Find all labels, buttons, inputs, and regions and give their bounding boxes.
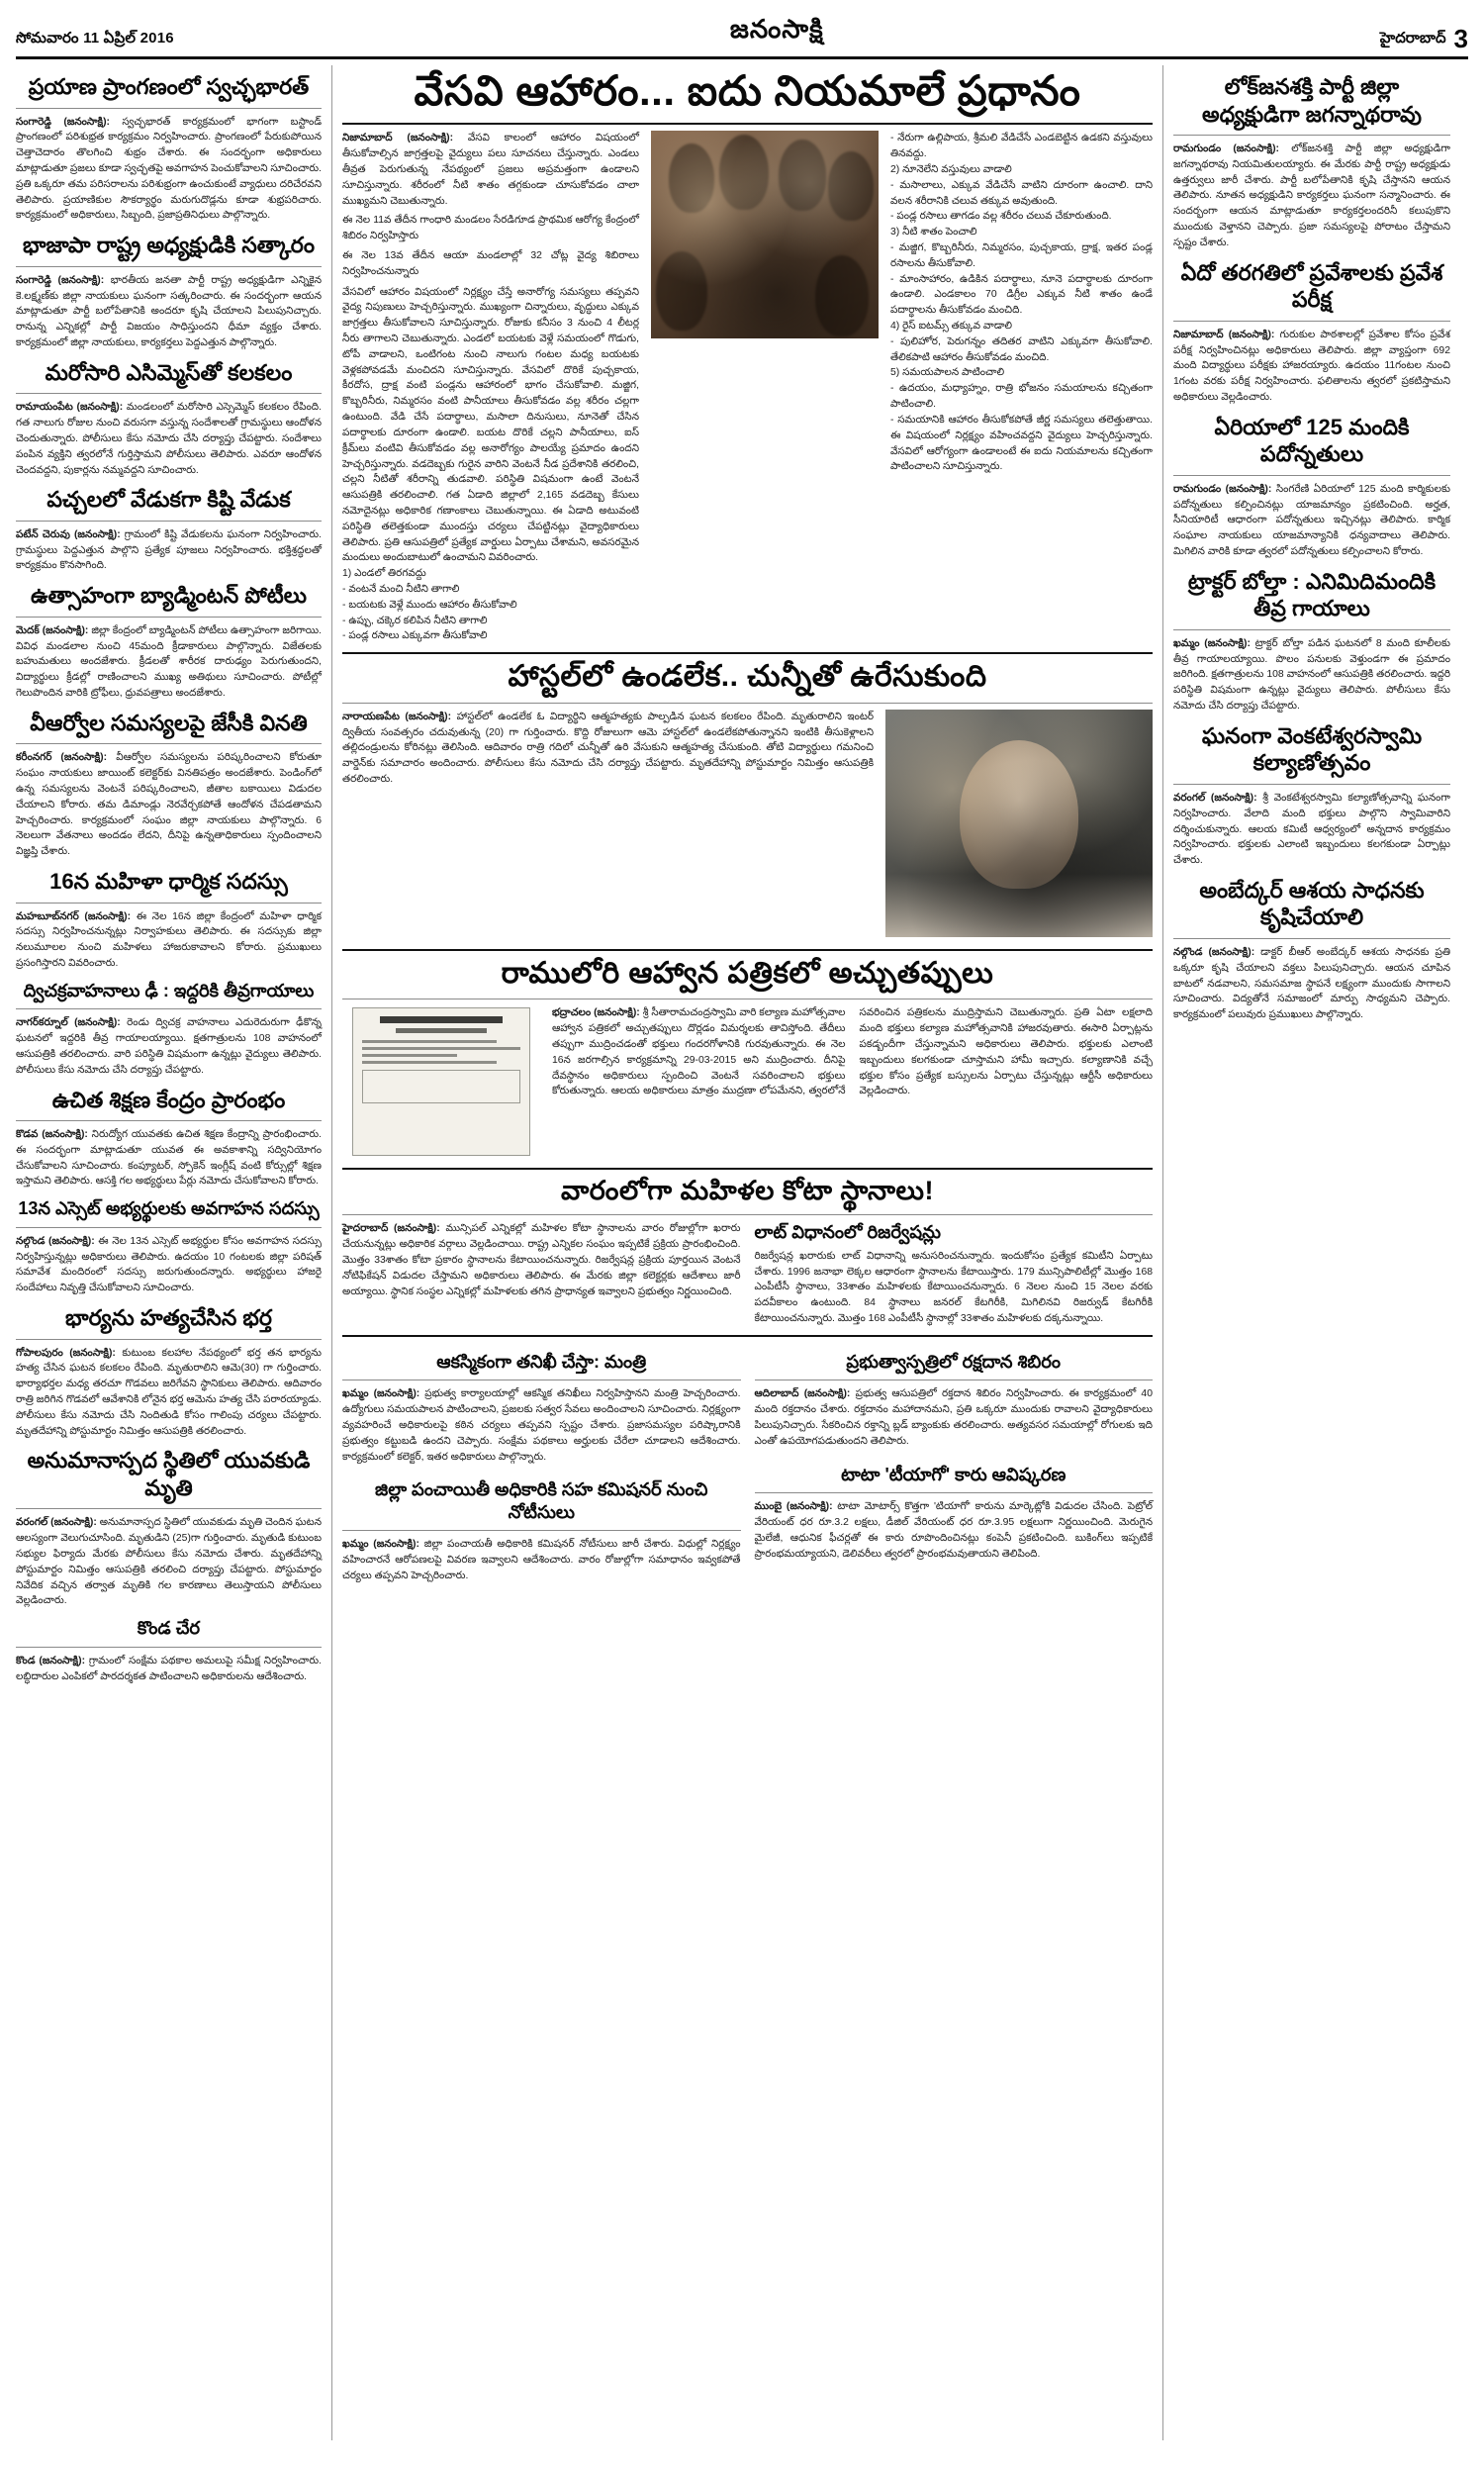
divider <box>16 1339 322 1340</box>
dateline: రామగుండం (జనంసాక్షి): <box>1173 143 1280 154</box>
article-minister-inspection <box>342 1343 741 1584</box>
divider <box>1173 135 1450 136</box>
divider <box>342 949 1153 951</box>
divider <box>16 1508 322 1509</box>
scan-text-line <box>362 1040 497 1043</box>
article-body <box>16 400 322 478</box>
photo-dinner-table <box>651 131 879 338</box>
article-headline: జిల్లా పంచాయితీ అధికారికి సహ కమిషనర్ నుంచి నోటీసులు <box>375 1479 708 1522</box>
article-headline: ప్రయాణ ప్రాంగణంలో స్వచ్ఛభారత్ <box>28 74 310 99</box>
article-headline: పచ్చలలో వేడుకగా కిష్టి వేడుక <box>46 487 291 513</box>
dateline: ముంబై (జనంసాక్షి): <box>754 1501 833 1513</box>
article-body <box>16 1515 322 1609</box>
article-kishti-festival <box>16 486 322 574</box>
dateline: నల్గొండ (జనంసాక్షి): <box>1173 946 1255 958</box>
article-body <box>1173 791 1450 869</box>
article-body <box>16 1654 322 1685</box>
main-bullet-1: ఈ నెల 11వ తేదీన గాంధారి మండలం సేరడిగూడ ప్రాథమిక ఆరోగ్య కేంద్రంలో శిబిరం నిర్వహిస్తారు <box>342 215 639 242</box>
dateline: ఆదిలాబాద్ (జనంసాక్షి): <box>754 1388 851 1400</box>
photo-lighting <box>651 131 879 338</box>
article-eset-awareness <box>16 1197 322 1296</box>
article-suspicious-death <box>16 1447 322 1609</box>
divider <box>342 1168 1153 1170</box>
article-body <box>16 273 322 351</box>
main-numbered-0: 1) ఎండలో తిరగవద్దు <box>342 568 426 580</box>
article-badminton <box>16 582 322 702</box>
lead-text: వేసవి కాలంలో ఆహారం విషయంలో తీసుకోవాల్సిన జాగ్రత్తలపై వైద్యులు పలు సూచనలు చేస్తున్నారు. ఎండలు తీవ్రత పెరుగుతున్న నేపథ్యంలో ప్రజలు అప్రమత్తంగా ఉండాలని సూచిస్తున్నారు. శరీరంలో నీటి శాతం తగ్గకుండా చూసుకోవడం చాలా ముఖ్యమని చెబుతున్నారు. <box>342 133 640 207</box>
article-text: వీఆర్వోల సమస్యలను పరిష్కరించాలని కోరుతూ సంఘం నాయకులు జాయింట్ కలెక్టర్‌కు వినతిపత్రం అందజేశారు. పెండింగ్‌లో ఉన్న సమస్యలను వెంటనే పరిష్కరించాలని, జీతాల బకాయిలు విడుదల చేయాలని కోరారు. తమ డిమాండ్లు నెరవేర్చకపోతే ఆందోళన చేపడతామని హెచ్చరించారు. కార్యక్రమంలో సంఘం జిల్లా నాయకులు పాల్గొన్నారు. 6 నెలలుగా వేతనాలు అందడం లేదని, దీనిపై ఉన్నతాధికారులు స్పందించాలని విజ్ఞప్తి చేశారు. <box>16 752 323 858</box>
main-numbered-4: - పండ్ల రసాలు ఎక్కువగా తీసుకోవాలి <box>342 630 488 642</box>
article-body <box>342 1537 741 1583</box>
article-text: టాటా మోటార్స్ కొత్తగా 'టియాగో' కారును మార్కెట్లోకి విడుదల చేసింది. పెట్రోల్ వేరియంట్ ధర రూ.3.2 లక్షలు, డీజిల్ వేరియంట్ ధర రూ.3.95 లక్షలుగా నిర్ణయించింది. మెరుగైన మైలేజీ, ఆధునిక ఫీచర్లతో ఈ కారు రూపొందించినట్లు కంపెనీ ప్రకటించింది. బుకింగ్‌లు ఇప్పటికే ప్రారంభమయ్యాయని, డెలివరీలు త్వరలో ప్రారంభమవుతాయని తెలిపింది. <box>754 1501 1153 1560</box>
article-headline: ఘనంగా వెంకటేశ్వరస్వామి కల్యాణోత్సవం <box>1201 722 1423 776</box>
dateline: సంగారెడ్డి (జనంసాక్షి): <box>16 116 110 128</box>
article-body <box>16 115 322 225</box>
main-right-11: - సమయానికి ఆహారం తీసుకోకపోతే జీర్ణ సమస్యలు తలెత్తుతాయి. ఈ విషయంలో నిర్లక్ష్యం వహించవద్దని వైద్యులు హెచ్చరిస్తున్నారు. వేసవిలో ఆరోగ్యంగా ఉండాలంటే ఈ ఐదు నియమాలను కచ్చితంగా పాటించాలని సూచిస్తున్నారు. <box>890 414 1153 473</box>
divider <box>342 1530 741 1531</box>
article-subtext: రిజర్వేషన్ల ఖరారుకు లాట్ విధానాన్ని అనుసరించనున్నారు. ఇందుకోసం ప్రత్యేక కమిటీని ఏర్పాటు చేశారు. 1996 జనాభా లెక్కల ఆధారంగా స్థానాలను కేటాయిస్తారు. 179 మున్సిపాలిటీల్లో మొత్తం 168 ఎంపీటీసీ స్థానాలు, 33శాతం మహిళలకు కేటాయించనున్నారు. 6 నెలల నుంచి 15 నెలల వరకు పదవీకాలం ఉంటుంది. 84 స్థానాలు జనరల్ కేటగిరీకి, మిగిలినవి రిజర్వుడ్ కేటగిరీకి కేటాయించనున్నారు. మొత్తం 168 ఎంపీటీసీ స్థానాల్లో 33శాతం మహిళలకు దక్కనున్నాయి. <box>754 1250 1153 1325</box>
divider <box>1173 475 1450 476</box>
dateline: నిజామాబాద్ (జనంసాక్షి): <box>342 133 454 144</box>
divider <box>342 123 1153 125</box>
article-body <box>552 1005 1153 1099</box>
main-body-text: వేసవిలో ఆహారం విషయంలో నిర్లక్ష్యం చేస్తే అనారోగ్య సమస్యలు తప్పవని వైద్య నిపుణులు హెచ్చరిస్తున్నారు. ముఖ్యంగా చిన్నారులు, వృద్ధులు ఎక్కువ జాగ్రత్తలు తీసుకోవాలని సూచిస్తున్నారు. రోజుకు కనీసం 3 నుంచి 4 లీటర్ల నీరు తాగాలని చెబుతున్నారు. ఎండలో బయటకు వెళ్లే సమయంలో గొడుగు, టోపీ వాడాలని, ఒంటిగంట నుంచి నాలుగు గంటల మధ్య బయటకు వెళ్లకపోవడమే మంచిదని సూచిస్తున్నారు. వేసవిలో దొరికే పుచ్చకాయ, కీరదోస, ద్రాక్ష వంటి పండ్లను ఆహారంలో భాగం చేసుకోవాలి. మజ్జిగ, కొబ్బరినీరు, నిమ్మరసం వంటి పానీయాలు తీసుకోవడం వల్ల శరీరం చల్లగా ఉంటుంది. వేడి చేసే పదార్థాలు, మసాలా దినుసులు, నూనెతో చేసిన పదార్థాలకు దూరంగా ఉండాలి. బయట దొరికే చల్లని పానీయాలు, ఐస్ క్రీమ్‌లు వంటివి తీసుకోవడం వల్ల అనారోగ్యం పాలయ్యే ప్రమాదం ఉందని హెచ్చరిస్తున్నారు. వడదెబ్బకు గురైన వారిని వెంటనే నీడ ప్రదేశానికి తరలించి, చల్లని నీటితో శరీరాన్ని తుడవాలి. పరిస్థితి విషమంగా ఉంటే వెంటనే ఆసుపత్రికి తరలించాలి. గత ఏడాది జిల్లాలో 2,165 వడదెబ్బ కేసులు నమోదైనట్లు అధికారిక గణాంకాలు చెబుతున్నాయి. ఈ ఏడాది అటువంటి పరిస్థితి తలెత్తకుండా ముందస్తు చర్యలు చేపట్టినట్లు వైద్యాధికారులు తెలిపారు. ప్రతి ఆసుపత్రిలో ప్రత్యేక వార్డులు ఏర్పాటు చేశామని, అవసరమైన మందులు అందుబాటులో ఉంచామని వివరించారు. <box>342 286 639 564</box>
dateline: హైదరాబాద్ (జనంసాక్షి): <box>342 1223 440 1235</box>
article-body <box>16 527 322 574</box>
scan-invitation-card <box>352 1007 530 1156</box>
article-headline: ట్రాక్టర్ బోల్తా : ఎనిమిదిమందికి తీవ్ర గాయాలు <box>1187 568 1437 621</box>
dateline: పటేన్ చెరువు (జనంసాక్షి): <box>16 528 121 540</box>
divider <box>342 1214 1153 1215</box>
article-body <box>1173 142 1450 251</box>
article-konda <box>16 1617 322 1684</box>
main-numbered-3: - ఉప్పు, చక్కెర కలిపిన నీటిని తాగాలి <box>342 615 488 626</box>
article-tractor-overturn <box>1173 568 1450 714</box>
article-text: ఈ నెల 16న జిల్లా కేంద్రంలో మహిళా ధార్మిక సదస్సు నిర్వహించనున్నట్లు నిర్వాహకులు తెలిపారు. ఈ సదస్సుకు జిల్లా నలుమూలల నుంచి మహిళలు హాజరుకావాలని కోరారు. ప్రముఖులు ప్రసంగిస్తారని వివరించారు. <box>16 910 322 969</box>
article-text: నిరుద్యోగ యువతకు ఉచిత శిక్షణ కేంద్రాన్ని ప్రారంభించారు. ఈ సందర్భంగా మాట్లాడుతూ యువత ఈ అవకాశాన్ని సద్వినియోగం చేసుకోవాలని సూచించారు. కంప్యూటర్, స్పోకెన్ ఇంగ్లీష్ వంటి కోర్సుల్లో శిక్షణ ఇస్తామని తెలిపారు. ఆసక్తి గల అభ్యర్థులు పేర్లు నమోదు చేసుకోవాలని కోరారు. <box>16 1129 323 1188</box>
dateline: భద్రాచలం (జనంసాక్షి): <box>552 1007 640 1019</box>
scan-subtitle-line <box>396 1028 487 1033</box>
main-right-9: 5) సమయపాలన పాటించాలి <box>890 367 1005 379</box>
divider <box>16 393 322 394</box>
scan-title-line <box>380 1016 503 1023</box>
article-headline: అంబేద్కర్ ఆశయ సాధనకు కృషిచేయాలి <box>1199 877 1425 930</box>
main-bullet-2: ఈ నెల 13వ తేదీన ఆయా మండలాల్లో 32 చోట్ల వైద్య శిబిరాలు నిర్వహించనున్నారు <box>342 249 639 277</box>
article-text: లోక్‌జనశక్తి పార్టీ జిల్లా అధ్యక్షుడిగా జగన్నాథరావు నియమితులయ్యారు. ఈ మేరకు పార్టీ రాష్ట్ర అధ్యక్షుడు ఉత్తర్వులు జారీ చేశారు. పార్టీ బలోపేతానికి కృషి చేస్తానని ఆయన తెలిపారు. నూతన అధ్యక్షుడిని కార్యకర్తలు ఘనంగా సన్మానించారు. ఈ సందర్భంగా ఆయన మాట్లాడుతూ కార్యకర్తలందరినీ కలుపుకొని ముందుకు వెళ్తానని చెప్పారు. ప్రజా సమస్యలపై పోరాటం చేస్తామని స్పష్టం చేశారు. <box>1173 143 1450 248</box>
dateline: వరంగల్ (జనంసాక్షి): <box>1173 792 1257 804</box>
article-text: డాక్టర్ బీఆర్ అంబేద్కర్ ఆశయ సాధనకు ప్రతి ఒక్కరూ కృషి చేయాలని వక్తలు పిలుపునిచ్చారు. ఆయన చూపిన బాటలో నడవాలని, సమసమాజ స్థాపనే లక్ష్యంగా ముందుకు సాగాలని సూచించారు. విద్యతోనే సమాజంలో మార్పు సాధ్యమని చెప్పారు. కార్యక్రమంలో పలువురు ప్రముఖులు పాల్గొన్నారు. <box>1173 946 1451 1021</box>
article-vro-petition <box>16 710 322 860</box>
article-headline: 16న మహిళా ధార్మిక సదస్సు <box>49 869 288 894</box>
divider <box>342 1335 1153 1337</box>
article-text: శ్రీ సీతారామచంద్రస్వామి వారి కల్యాణ మహోత్సవాల ఆహ్వాన పత్రికలో అచ్చుతప్పులు దొర్లడం విమర్శలకు తావిస్తోంది. తేదీలు తప్పుగా ముద్రించడంతో భక్తులు గందరగోళానికి గురవుతున్నారు. ఈ నెల 16న జరగాల్సిన కార్యక్రమాన్ని 29-03-2015 అని ముద్రించారు. దీనిపై దేవస్థానం అధికారులు స్పందించి వెంటనే సవరించాలని భక్తులు కోరుతున్నారు. ఆలయ అధికారులు మాత్రం ముద్రణా లోపమేనని, త్వరలోనే సవరించిన పత్రికలను ముద్రిస్తామని చెబుతున్నారు. ప్రతి ఏటా లక్షలాది మంది భక్తులు కల్యాణ మహోత్సవానికి హాజరవుతారు. ఈసారి ఏర్పాట్లను పకడ్బందీగా చేస్తున్నామని అధికారులు తెలిపారు. భక్తులకు ఎలాంటి ఇబ్బందులు కలగకుండా చూస్తామని హామీ ఇచ్చారు. కల్యాణానికి వచ్చే భక్తుల కోసం ప్రత్యేక బస్సులను ఏర్పాటు చేస్తున్నట్లు ఆర్టీసీ అధికారులు వెల్లడించారు. <box>552 1007 1153 1097</box>
article-body <box>1173 328 1450 406</box>
article-body <box>1173 945 1450 1023</box>
article-bike-accident <box>16 980 322 1079</box>
article-body <box>16 1015 322 1078</box>
edition-name: హైదరాబాద్ <box>1379 30 1446 47</box>
main-right-5: - మజ్జిగ, కొబ్బరినీరు, నిమ్మరసం, పుచ్చకాయ, ద్రాక్ష, ఇతర పండ్ల రసాలను తీసుకోవాలి. <box>890 241 1153 269</box>
dateline: సంగారెడ్డి (జనంసాక్షి): <box>16 274 105 286</box>
divider <box>342 703 1153 704</box>
article-headline: రాములోరి ఆహ్వాన పత్రికలో అచ్చుతప్పులు <box>501 956 994 990</box>
article-text: భారతీయ జనతా పార్టీ రాష్ట్ర అధ్యక్షుడిగా ఎన్నికైన కె.లక్ష్మణ్‌కు జిల్లా నాయకులు ఘనంగా సత్కరించారు. ఈ సందర్భంగా ఆయన మాట్లాడుతూ పార్టీ బలోపేతానికి అందరూ కృషి చేయాలని పిలుపునిచ్చారు. రానున్న ఎన్నికల్లో పార్టీ విజయం సాధిస్తుందని ధీమా వ్యక్తం చేశారు. కార్యక్రమంలో జిల్లా నాయకులు, కార్యకర్తలు పెద్దఎత్తున పాల్గొన్నారు. <box>16 274 323 348</box>
divider <box>16 266 322 267</box>
article-headline: కొండ చేర <box>137 1618 201 1639</box>
dateline: నిజామాబాద్ (జనంసాక్షి): <box>1173 329 1275 340</box>
main-right-3: - పండ్ల రసాలు తాగడం వల్ల శరీరం చలువ చేకూరుతుంది. <box>890 211 1112 223</box>
article-body <box>342 1386 741 1465</box>
main-right-1: 2) నూనెలేని వస్తువులు వాడాలి <box>890 163 1012 175</box>
article-body <box>16 909 322 972</box>
bottom-stories-row <box>342 1343 1153 1584</box>
photo-victim-portrait <box>885 710 1153 937</box>
article-headline: ఉత్సాహంగా బ్యాడ్మింటన్ పోటీలు <box>31 583 307 609</box>
divider <box>16 1120 322 1121</box>
page-number: 3 <box>1453 23 1468 53</box>
main-numbered-2: - బయటకు వెళ్లే ముందు ఆహారం తీసుకోవాలి <box>342 599 517 611</box>
article-headline: ప్రభుత్వాస్పత్రిలో రక్షదాన శిబిరం <box>846 1351 1062 1372</box>
article-body <box>16 1234 322 1296</box>
article-headline: భాజాపా రాష్ట్ర అధ్యక్షుడికి సత్కారం <box>22 233 315 258</box>
divider <box>16 521 322 522</box>
edition-info <box>1379 23 1468 53</box>
divider <box>16 903 322 904</box>
photo-lighting <box>885 710 1153 937</box>
divider <box>16 1227 322 1228</box>
dateline: కొడవ (జనంసాక్షి): <box>16 1129 88 1140</box>
column-middle <box>332 65 1163 2440</box>
dateline: రామాయంపేట (జనంసాక్షి): <box>16 402 124 414</box>
article-text: జిల్లా కేంద్రంలో బ్యాడ్మింటన్ పోటీలు ఉత్సాహంగా జరిగాయి. వివిధ మండలాల నుంచి 45మంది క్రీడాకారులు పాల్గొన్నారు. విజేతలకు బహుమతులు అందజేశారు. క్రీడలతో శారీరక దారుఢ్యం పెరుగుతుందని, విద్యార్థులు క్రీడల్లో రాణించాలని ముఖ్య అతిథులు సూచించారు. పోటీల్లో గెలుపొందిన వారికి ట్రోఫీలు, ధ్రువపత్రాలు అందజేశారు. <box>16 624 322 699</box>
article-headline: టాటా 'టీయాగో' కారు ఆవిష్కరణ <box>841 1464 1067 1484</box>
article-headline: ద్విచక్రవాహనాలు ఢీ : ఇద్దరికి తీవ్రగాయాలు <box>23 980 315 1000</box>
divider <box>16 108 322 109</box>
dateline: ఖమ్మం (జనంసాక్షి): <box>1173 637 1251 649</box>
article-headline: అనుమానాస్పద స్థితిలో యువకుడి మృతి <box>27 1448 311 1500</box>
divider <box>755 1492 1154 1493</box>
dateline: రామగుండం (జనంసాక్షి): <box>1173 483 1272 495</box>
article-sms <box>16 359 322 479</box>
article-blood-donation-camp <box>755 1343 1154 1584</box>
article-headline: 13న ఎస్సెట్ అభ్యర్థులకు అవగాహన సదస్సు <box>18 1198 320 1219</box>
article-headline: హాస్టల్‌లో ఉండలేక.. చున్నీతో ఉరేసుకుంది <box>508 660 987 694</box>
article-venkateswara-kalyanam <box>1173 722 1450 869</box>
article-body <box>755 1499 1154 1562</box>
article-text: స్వచ్ఛభారత్ కార్యక్రమంలో భాగంగా బస్టాండ్ ప్రాంగణంలో పరిశుభ్రత కార్యక్రమం నిర్వహించారు. ప్రాంగణంలో పేరుకుపోయిన చెత్తాచెదారం తొలగించి శుభ్రం చేశారు. ఈ సందర్భంగా అధికారులు మాట్లాడుతూ ప్రజలు కూడా స్వచ్ఛతపై అవగాహన పెంచుకోవాలని సూచించారు. ప్రతి ఒక్కరూ తమ పరిసరాలను పరిశుభ్రంగా ఉంచుకుంటే వ్యాధులు దరిచేరవని తెలిపారు. ప్రయాణికుల సౌకర్యార్థం మరుగుదొడ్లను కూడా శుభ్రపరిచారు. కార్యక్రమంలో అధికారులు, సిబ్బంది, ప్రజాప్రతినిధులు పాల్గొన్నారు. <box>16 116 323 222</box>
scan-text-line <box>362 1047 520 1050</box>
article-text: మున్సిపల్ ఎన్నికల్లో మహిళల కోటా స్థానాలను వారం రోజుల్లోగా ఖరారు చేయనున్నట్లు అధికారిక వర్గాలు వెల్లడించాయి. రాష్ట్ర ఎన్నికల సంఘం ఇప్పటికే ప్రక్రియ ప్రారంభించింది. మొత్తం 33శాతం కోటా ప్రకారం స్థానాలను కేటాయించనున్నారు. రిజర్వేషన్ల ప్రక్రియ పూర్తయిన వెంటనే నోటిఫికేషన్ విడుదల చేస్తామని అధికారులు తెలిపారు. ఈ మేరకు జిల్లా కలెక్టర్లకు ఆదేశాలు జారీ అయ్యాయి. స్థానిక సంస్థల ఎన్నికల్లో మహిళలకు తగిన ప్రాధాన్యత ఇవ్వాలని ప్రభుత్వం నిర్ణయించింది. <box>342 1223 741 1297</box>
dateline: వరంగల్ (జనంసాక్షి): <box>16 1517 97 1529</box>
main-headline: వేసవి ఆహారం... ఐదు నియమాలే ప్రధానం <box>414 67 1081 114</box>
article-women-quota <box>342 1176 1153 1327</box>
page-columns <box>16 65 1468 2440</box>
article-text: హాస్టల్‌లో ఉండలేక ఓ విద్యార్థిని ఆత్మహత్యకు పాల్పడిన ఘటన కలకలం రేపింది. మృతురాలిని ఇంటర్ ద్వితీయ సంవత్సరం చదువుతున్న (20) గా గుర్తించారు. కొద్ది రోజులుగా ఆమె హాస్టల్‌లో ఉండలేకపోతున్నానని ఇంటికి తీసుకెళ్లాలని తల్లిదండ్రులను కోరినట్లు తెలిసింది. ఆదివారం రాత్రి గదిలో చున్నీతో ఉరి వేసుకుని ఆత్మహత్య చేసుకుంది. తోటి విద్యార్థులు గమనించి వార్డెన్‌కు సమాచారం అందించారు. పోలీసులు కేసు నమోదు చేసి దర్యాప్తు చేపట్టారు. మృతదేహాన్ని పోస్టుమార్టం నిమిత్తం ఆసుపత్రికి తరలించారు. <box>342 711 875 786</box>
article-body <box>16 750 322 860</box>
article-body <box>16 1127 322 1189</box>
article-headline: వీఆర్వోల సమస్యలపై జేసీకి వినతి <box>30 710 308 735</box>
article-headline: మరోసారి ఎసిమ్మెస్‌తో కలకలం <box>45 359 293 385</box>
divider <box>1173 629 1450 630</box>
newspaper-logo: జనంసాక్షి <box>729 14 824 44</box>
article-text: జిల్లా పంచాయతీ అధికారికి కమిషనర్ నోటీసులు జారీ చేశారు. విధుల్లో నిర్లక్ష్యం వహించారనే ఆరోపణలపై వివరణ ఇవ్వాలని ఆదేశించారు. వారం రోజుల్లోగా సమాధానం ఇవ్వకపోతే చర్యలు తప్పవని హెచ్చరించారు. <box>342 1539 741 1582</box>
article-text: మండలంలో మరోసారి ఎస్సెమ్మెస్ కలకలం రేపింది. గత నాలుగు రోజుల నుంచి వరుసగా వస్తున్న సందేశాలతో గ్రామస్థులు ఆందోళన చెందుతున్నారు. పోలీసులు కేసు నమోదు చేసి దర్యాప్తు చేపట్టారు. సందేశాలు పంపిన వ్యక్తిని త్వరలోనే గుర్తిస్తామని పోలీసులు తెలిపారు. ఎవరూ ఆందోళన చెందవద్దని, పుకార్లను నమ్మవద్దని సూచించారు. <box>16 402 322 476</box>
article-body <box>342 1221 741 1299</box>
article-body <box>16 1346 322 1440</box>
main-right-8: - పులిహోర, పెరుగన్నం తదితర వాటిని ఎక్కువగా తీసుకోవాలి. తేలికపాటి ఆహారం తీసుకోవడం మంచిది. <box>890 335 1153 363</box>
dateline: ఖమ్మం (జనంసాక్షి): <box>342 1539 419 1551</box>
article-headline: ఆకస్మికంగా తనిఖీ చేస్తా: మంత్రి <box>436 1351 647 1372</box>
article-text: అనుమానాస్పద స్థితిలో యువకుడు మృతి చెందిన ఘటన ఆలస్యంగా వెలుగుచూసింది. మృతుడిని (25)గా గుర్తించారు. మృతుడి కుటుంబ సభ్యుల ఫిర్యాదు మేరకు పోలీసులు కేసు నమోదు చేశారు. మృతదేహాన్ని పోస్టుమార్టం నిమిత్తం ఆసుపత్రికి తరలించి దర్యాప్తు చేపట్టారు. పోస్టుమార్టం నివేదిక వచ్చిన తర్వాత మృతికి గల కారణాలు తెలుస్తాయని పోలీసులు వెల్లడించారు. <box>16 1517 322 1607</box>
main-lead <box>342 131 639 209</box>
main-right-6: - మాంసాహారం, ఉడికిన పదార్థాలు, నూనె పదార్థాలకు దూరంగా ఉండాలి. ఎండకాలం 70 డిగ్రీల ఎక్కువ నీటి శాతం ఉండే పదార్థాలను తీసుకోవడం మంచిది. <box>890 273 1153 317</box>
dateline: మెదక్ (జనంసాక్షి): <box>16 624 89 636</box>
article-subheadline: లాట్ విధానంలో రిజర్వేషన్లు <box>754 1222 941 1243</box>
article-text: గ్రామంలో కిష్టి వేడుకలను ఘనంగా నిర్వహించారు. గ్రామస్థులు పెద్దఎత్తున పాల్గొని ప్రత్యేక పూజలు నిర్వహించారు. భక్తిశ్రద్ధలతో కార్యక్రమం కొనసాగింది. <box>16 528 322 572</box>
article-headline: ఉచిత శిక్షణ కేంద్రం ప్రారంభం <box>51 1087 286 1112</box>
dateline: నల్గొండ (జనంసాక్షి): <box>16 1235 95 1247</box>
publication-date: సోమవారం 11 ఏప్రిల్ 2016 <box>16 30 174 47</box>
dateline: గోపాలపురం (జనంసాక్షి): <box>16 1347 116 1359</box>
dateline: నారాయణపేట (జనంసాక్షి): <box>342 711 452 722</box>
main-right-2: - మసాలాలు, ఎక్కువ వేడిచేసే వాటిని దూరంగా ఉంచాలి. దాని వలన శరీరానికి చలువ తక్కువ అవుతుంది. <box>890 179 1153 207</box>
article-headline: వారంలోగా మహిళల కోటా స్థానాలు! <box>560 1176 934 1206</box>
article-ambedkar <box>1173 877 1450 1023</box>
divider <box>1173 938 1450 939</box>
dateline: కొండ (జనంసాక్షి): <box>16 1655 86 1666</box>
divider <box>16 617 322 618</box>
article-invitation-misprint <box>342 957 1153 1161</box>
dateline: కరీంనగర్ (జనంసాక్షి): <box>16 752 108 764</box>
dateline: మహబూబ్‌నగర్ (జనంసాక్షి): <box>16 910 132 922</box>
dateline: ఖమ్మం (జనంసాక్షి): <box>342 1388 420 1400</box>
divider <box>16 1008 322 1009</box>
article-headline: ఏరియాలో 125 మందికి పదోన్నతులు <box>1214 414 1410 467</box>
article-body <box>1173 636 1450 714</box>
article-text: గ్రామంలో సంక్షేమ పథకాల అమలుపై సమీక్ష నిర్వహించారు. లబ్ధిదారుల ఎంపికలో పారదర్శకత పాటించాలని అధికారులను ఆదేశించారు. <box>16 1655 322 1682</box>
scan-text-line <box>362 1061 497 1064</box>
article-training-center <box>16 1087 322 1190</box>
main-right-0: - నేరుగా ఉల్లిపాయ, శ్రీమలి వేడిచేసే ఎండబెట్టిన ఉడకని వస్తువులు తినవద్దు. <box>890 133 1153 160</box>
scan-text-line <box>362 1054 457 1057</box>
article-text: రెండు ద్విచక్ర వాహనాలు ఎదురెదురుగా ఢీకొన్న ఘటనలో ఇద్దరికి తీవ్ర గాయాలయ్యాయి. క్షతగాత్రులను 108 వాహనంలో ఆసుపత్రికి తరలించారు. వారి పరిస్థితి విషమంగా ఉన్నట్లు వైద్యులు తెలిపారు. పోలీసులు కేసు నమోదు చేసి దర్యాప్తు చేపట్టారు. <box>16 1017 322 1076</box>
article-wife-murder <box>16 1304 322 1439</box>
article-text: ఈ నెల 13న ఎస్సెట్ అభ్యర్థుల కోసం అవగాహన సదస్సు నిర్వహిస్తున్నట్లు అధికారులు తెలిపారు. ఉదయం 10 గంటలకు జిల్లా పరిషత్ సమావేశ మందిరంలో సదస్సు జరుగుతుందన్నారు. అభ్యర్థులు హాజరై సందేహాలు నివృత్తి చేసుకోవాలని సూచించారు. <box>16 1235 322 1294</box>
article-text: ప్రభుత్వ ఆసుపత్రిలో రక్తదాన శిబిరం నిర్వహించారు. ఈ కార్యక్రమంలో 40 మంది రక్తదానం చేశారు. రక్తదానం మహాదానమని, ప్రతి ఒక్కరూ ముందుకు రావాలని వైద్యాధికారులు పిలుపునిచ్చారు. సేకరించిన రక్తాన్ని బ్లడ్ బ్యాంకుకు తరలించారు. అత్యవసర సమయాల్లో రోగులకు ఇది ఎంతో ఉపయోగపడుతుందని తెలిపారు. <box>754 1388 1153 1447</box>
main-right-10: - ఉదయం, మధ్యాహ్నం, రాత్రి భోజనం సమయాలను కచ్చితంగా పాటించాలి. <box>890 383 1153 411</box>
article-summer-food <box>342 67 1153 644</box>
article-swachh-bharat <box>16 73 322 224</box>
divider <box>1173 321 1450 322</box>
article-text: ప్రభుత్వ కార్యాలయాల్లో ఆకస్మిక తనిఖీలు నిర్వహిస్తానని మంత్రి హెచ్చరించారు. ఉద్యోగులు సమయపాలన పాటించాలని, ప్రజలకు సత్వర సేవలు అందించాలని సూచించారు. నిర్లక్ష్యంగా వ్యవహరించే అధికారులపై కఠిన చర్యలు తప్పవని స్పష్టం చేశారు. ప్రజాసమస్యల పరిష్కారానికి ప్రభుత్వం కట్టుబడి ఉందని చెప్పారు. సంక్షేమ పథకాలు అర్హులకు చేరేలా చూడాలని ఆదేశించారు. కార్యక్రమంలో కలెక్టర్, ఇతర అధికారులు పాల్గొన్నారు. <box>342 1388 741 1463</box>
main-right-7: 4) రైస్ ఐటమ్స్ తక్కువ వాడాలి <box>890 321 1013 333</box>
article-body <box>1173 482 1450 560</box>
divider <box>16 1647 322 1648</box>
article-text: గురుకుల పాఠశాలల్లో ప్రవేశాల కోసం ప్రవేశ పరీక్ష నిర్వహించినట్లు అధికారులు తెలిపారు. జిల్లా వ్యాప్తంగా 692 మంది విద్యార్థులు పరీక్షకు హాజరయ్యారు. ఉదయం 11గంటల నుంచి 1గంట వరకు పరీక్ష నిర్వహించారు. ఫలితాలను త్వరలో ప్రకటిస్తామని అధికారులు వెల్లడించారు. <box>1173 329 1450 403</box>
article-ljp-district-president <box>1173 73 1450 251</box>
article-text: ట్రాక్టర్ బోల్తా పడిన ఘటనలో 8 మంది కూలీలకు తీవ్ర గాయాలయ్యాయి. పొలం పనులకు వెళ్తుండగా ఈ ప్రమాదం జరిగింది. క్షతగాత్రులను 108 వాహనంలో ఆసుపత్రికి తరలించారు. ఇద్దరి పరిస్థితి విషమంగా ఉన్నట్లు వైద్యులు తెలిపారు. పోలీసులు కేసు నమోదు చేసి దర్యాప్తు చేపట్టారు. <box>1173 637 1450 713</box>
article-body <box>755 1386 1154 1449</box>
article-text: శ్రీ వెంకటేశ్వరస్వామి కల్యాణోత్సవాన్ని ఘనంగా నిర్వహించారు. వేలాది మంది భక్తులు పాల్గొని స్వామివారిని దర్శించుకున్నారు. ఆలయ కమిటీ ఆధ్వర్యంలో అన్నదాన కార్యక్రమం నిర్వహించారు. భక్తులకు ఎలాంటి ఇబ్బందులు కలగకుండా ఏర్పాట్లు చేశారు. <box>1173 792 1450 867</box>
divider <box>1173 784 1450 785</box>
column-four <box>1163 65 1450 2440</box>
article-body <box>16 623 322 702</box>
main-right-4: 3) నీటి శాతం పెంచాలి <box>890 227 977 238</box>
divider <box>342 652 1153 654</box>
article-hostel-suicide <box>342 660 1153 941</box>
article-bjp-president <box>16 232 322 351</box>
article-headline: లోక్‌జనశక్తి పార్టీ జిల్లా అధ్యక్షుడిగా జగన్నాథరావు <box>1201 74 1423 127</box>
article-headline: ఏదో తరగతిలో ప్రవేశాలకు ప్రవేశ పరీక్ష <box>1180 259 1443 313</box>
column-one <box>16 65 332 2440</box>
main-numbered-1: - వంటనే మంచి నీటిని తాగాలి <box>342 584 460 596</box>
divider <box>16 743 322 744</box>
article-women-meeting <box>16 868 322 972</box>
article-entrance-exam <box>1173 259 1450 406</box>
article-text: సింగరేణి ఏరియాలో 125 మంది కార్మికులకు పదోన్నతులు కల్పించినట్లు యాజమాన్యం ప్రకటించింది. అర్హత, సీనియారిటీ ఆధారంగా పదోన్నతులు ఇచ్చినట్లు తెలిపారు. కార్మిక సంఘాల నాయకులు యాజమాన్యానికి ధన్యవాదాలు తెలిపారు. మిగిలిన వారికి కూడా త్వరలో పదోన్నతులు కల్పించాలని కోరారు. <box>1173 483 1450 557</box>
article-text: కుటుంబ కలహాల నేపథ్యంలో భర్త తన భార్యను హత్య చేసిన ఘటన కలకలం రేపింది. మృతురాలిని ఆమె(30) గా గుర్తించారు. భార్యాభర్తల మధ్య తరచూ గొడవలు జరిగేవని స్థానికులు తెలిపారు. ఆదివారం రాత్రి జరిగిన గొడవలో ఆవేశానికి లోనైన భర్త ఆమెను హత్య చేసి పరారయ్యాడు. పోలీసులు కేసు నమోదు చేసి నిందితుడి కోసం గాలింపు చర్యలు చేపట్టారు. మృతదేహాన్ని పోస్టుమార్టం నిమిత్తం ఆసుపత్రికి తరలించారు. <box>16 1347 322 1437</box>
article-promotions <box>1173 414 1450 560</box>
dateline: నాగర్‌కర్నూల్ (జనంసాక్షి): <box>16 1017 121 1029</box>
article-headline: భార్యను హత్యచేసిన భర్త <box>65 1305 272 1330</box>
article-body <box>342 710 874 788</box>
scan-box <box>362 1070 520 1103</box>
masthead <box>16 14 1468 59</box>
